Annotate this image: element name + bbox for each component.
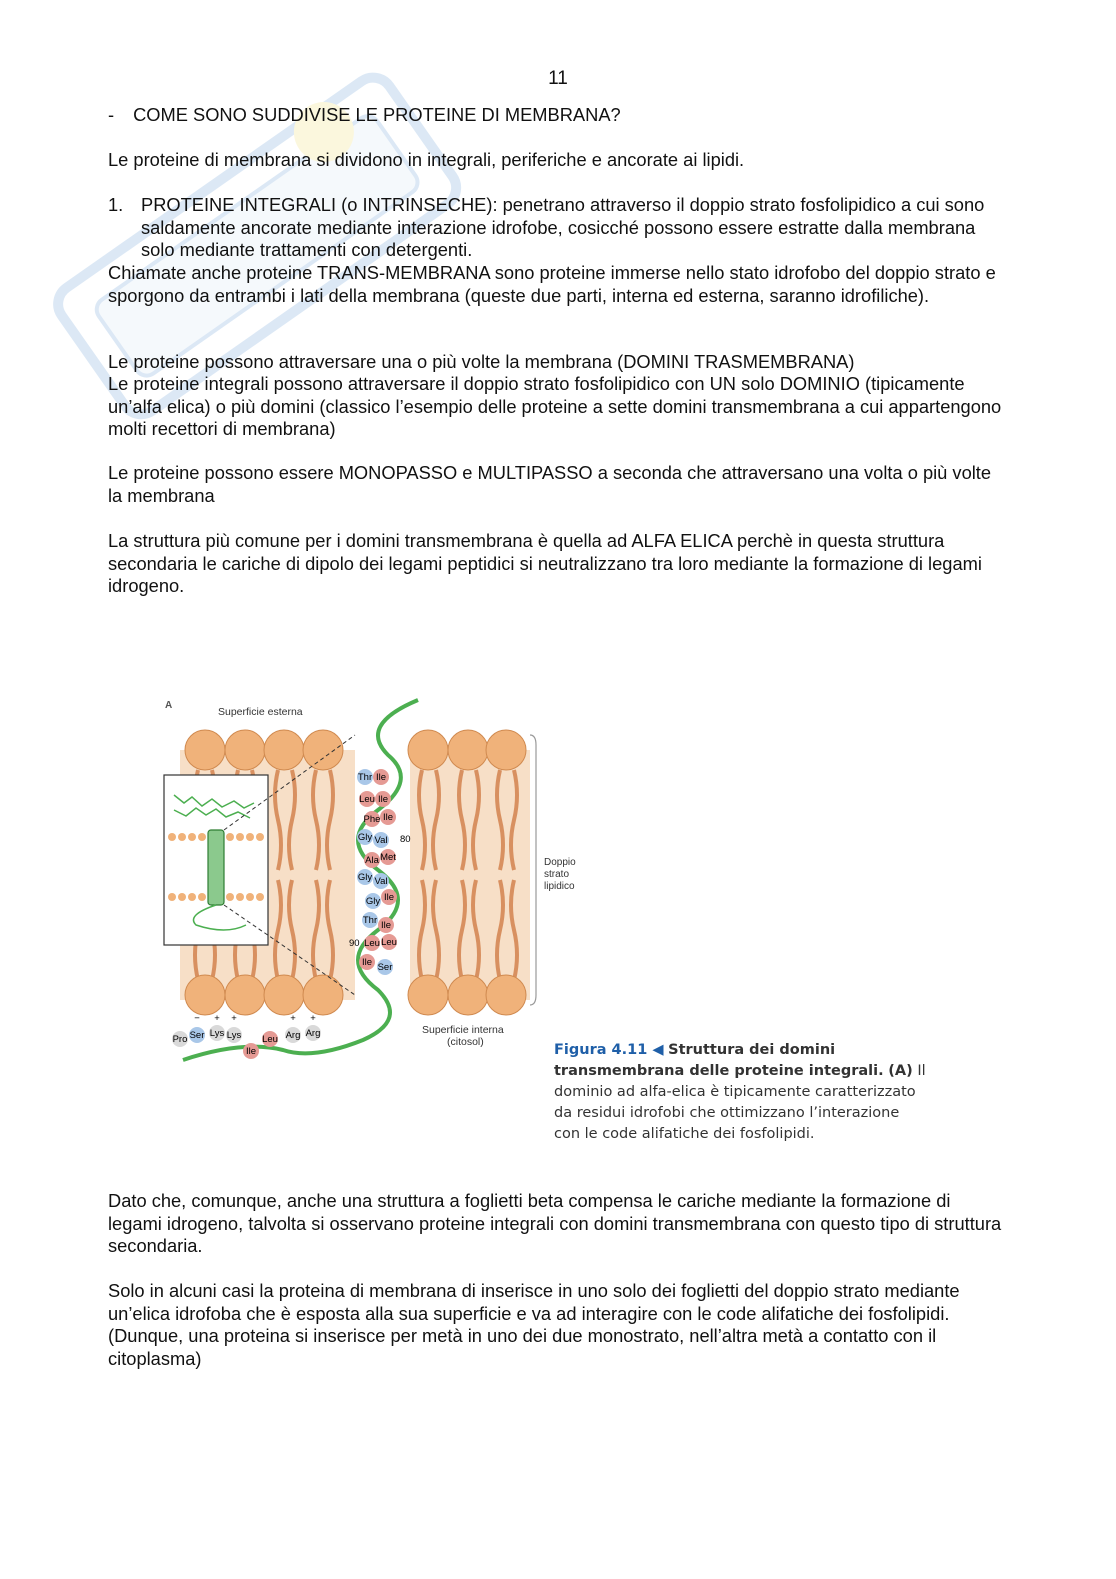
residue — [209, 1025, 225, 1041]
membrane-core-right — [410, 750, 530, 1000]
svg-text:Gly: Gly — [365, 896, 381, 907]
residue — [364, 935, 380, 951]
svg-text:Arg: Arg — [305, 1028, 321, 1039]
list-item-integral-proteins — [108, 194, 1008, 262]
residue — [381, 889, 397, 905]
charge-sign: − — [194, 1013, 200, 1024]
inner-surface-sublabel: (citosol) — [447, 1036, 484, 1048]
residue — [364, 852, 380, 868]
paragraph-single-domain: Le proteine integrali possono attraversare il doppio strato fosfolipidico con UN solo DOMINIO (tipicamente un’alfa elica) o più domini (classico l’esempio delle proteine a sette domini transmembrana a cui appartengono molti recettori di membrana) — [108, 373, 1002, 440]
residue — [373, 873, 389, 889]
residue — [380, 809, 396, 825]
residue — [377, 959, 393, 975]
svg-text:Gly: Gly — [357, 832, 373, 843]
paragraph-alpha-helix: La struttura più comune per i domini transmembrana è quella ad ALFA ELICA perchè in questa struttura secondaria le cariche di dipolo dei legami peptidici si neutralizzano tra loro mediante la formazione di legami idrogeno. — [108, 530, 982, 597]
inner-surface-label: Superficie interna — [422, 1024, 504, 1036]
svg-text:Ile: Ile — [383, 892, 395, 903]
inset-diagram — [164, 775, 268, 945]
paragraph-monolayer: Solo in alcuni casi la proteina di membrana di inserisce in uno solo dei foglietti del doppio strato mediante un’elica idrofoba che è esposta alla sua superficie e va ad interagire con le code alifatiche dei fosfolipidi. (Dunque, una proteina si inserisce per metà in uno dei due monostrato, nell’altra metà a contatto con il citoplasma) — [108, 1280, 960, 1369]
caption-label: Figura 4.11 ◀ — [554, 1042, 664, 1058]
caption-panel: (A) — [888, 1063, 913, 1079]
residue — [381, 934, 397, 950]
residue — [359, 791, 375, 807]
heading-text: COME SONO SUDDIVISE LE PROTEINE DI MEMBRANA? — [133, 104, 621, 125]
list-item-text: PROTEINE INTEGRALI (o INTRINSECHE): penetrano attraverso il doppio strato fosfolipidico a cui sono saldamente ancorate mediante interazione idrofobe, cosicché possono essere estratte dalla membrana solo mediante trattamenti con detergenti. — [141, 194, 985, 261]
svg-text:Ile: Ile — [377, 794, 389, 805]
residue — [365, 893, 381, 909]
paragraph-monopasso: Le proteine possono essere MONOPASSO e MULTIPASSO a seconda che attraversano una volta o più volte la membrana — [108, 462, 992, 506]
svg-text:Thr: Thr — [357, 772, 373, 783]
svg-text:Leu: Leu — [262, 1034, 278, 1045]
residue — [305, 1025, 321, 1041]
residue — [226, 1027, 242, 1043]
residue — [285, 1027, 301, 1043]
bilayer-label: Doppio — [544, 857, 576, 868]
intro-paragraph: Le proteine di membrana si dividono in integrali, periferiche e ancorate ai lipidi. — [108, 149, 745, 170]
residue — [243, 1043, 259, 1059]
bilayer-label: lipidico — [544, 881, 575, 892]
svg-text:Val: Val — [374, 876, 388, 887]
heading-dash: - — [108, 104, 115, 125]
section-heading — [108, 104, 621, 126]
svg-text:Arg: Arg — [285, 1030, 301, 1041]
svg-text:Ile: Ile — [245, 1046, 257, 1057]
residue — [357, 769, 373, 785]
residue — [373, 769, 389, 785]
svg-text:Leu: Leu — [364, 938, 380, 949]
residue-number-90: 90 — [349, 938, 360, 949]
svg-text:Lys: Lys — [209, 1028, 225, 1039]
residue — [364, 811, 381, 827]
residue — [380, 849, 396, 865]
svg-text:Ile: Ile — [380, 920, 392, 931]
paragraph-beta-sheet: Dato che, comunque, anche una struttura a foglietti beta compensa le cariche mediante la formazione di legami idrogeno, talvolta si osservano proteine integrali con domini transmembrana con questo tipo di struttura secondaria. — [108, 1190, 1002, 1257]
charge-sign: + — [231, 1013, 237, 1024]
svg-text:Ser: Ser — [377, 962, 393, 973]
svg-text:Ile: Ile — [382, 812, 394, 823]
list-number: 1. — [108, 194, 124, 215]
svg-text:Leu: Leu — [381, 937, 397, 948]
residue — [172, 1031, 188, 1047]
caption-text: Il dominio ad alfa-elica è tipicamente caratterizzato da residui idrofobi che ottimizzano l’interazione con le code alifatiche dei fosfolipidi. — [554, 1063, 926, 1142]
outer-surface-label: Superficie esterna — [218, 706, 303, 718]
residue — [357, 869, 373, 885]
svg-text:Lys: Lys — [226, 1030, 242, 1041]
paragraph-transmembrane: Chiamate anche proteine TRANS-MEMBRANA sono proteine immerse nello stato idrofobo del doppio strato e sporgono da entrambi i lati della membrana (queste due parti, interna ed esterna, saranno idrofiliche). — [108, 262, 996, 306]
svg-text:Pro: Pro — [172, 1034, 188, 1045]
paragraph-domains: Le proteine possono attraversare una o più volte la membrana (DOMINI TRASMEMBRANA) — [108, 351, 855, 372]
svg-text:Gly: Gly — [357, 872, 373, 883]
svg-text:Leu: Leu — [359, 794, 375, 805]
svg-text:Ser: Ser — [189, 1030, 205, 1041]
svg-text:Ile: Ile — [361, 957, 373, 968]
page-number: 11 — [548, 68, 568, 89]
panel-label: A — [165, 700, 173, 711]
bilayer-label: strato — [544, 869, 570, 880]
bilayer-bracket — [530, 735, 536, 1005]
residue — [362, 912, 378, 928]
caption-title: Struttura dei domini transmembrana delle proteine integrali. — [554, 1042, 884, 1079]
svg-text:Ile: Ile — [375, 772, 387, 783]
residue — [357, 829, 373, 845]
svg-text:Thr: Thr — [362, 915, 378, 926]
figure-caption — [554, 1040, 926, 1145]
svg-text:Phe: Phe — [363, 814, 381, 825]
residue — [373, 832, 389, 848]
svg-text:Val: Val — [374, 835, 388, 846]
residue-number-80: 80 — [400, 834, 411, 845]
residue — [262, 1031, 278, 1047]
charge-sign: + — [290, 1013, 296, 1024]
charge-sign: + — [214, 1013, 220, 1024]
charge-sign: + — [310, 1013, 316, 1024]
residue — [378, 917, 394, 933]
residue — [375, 791, 391, 807]
svg-text:Ala: Ala — [365, 855, 379, 866]
svg-text:Met: Met — [380, 852, 396, 863]
residue — [189, 1027, 205, 1043]
residue — [359, 954, 375, 970]
